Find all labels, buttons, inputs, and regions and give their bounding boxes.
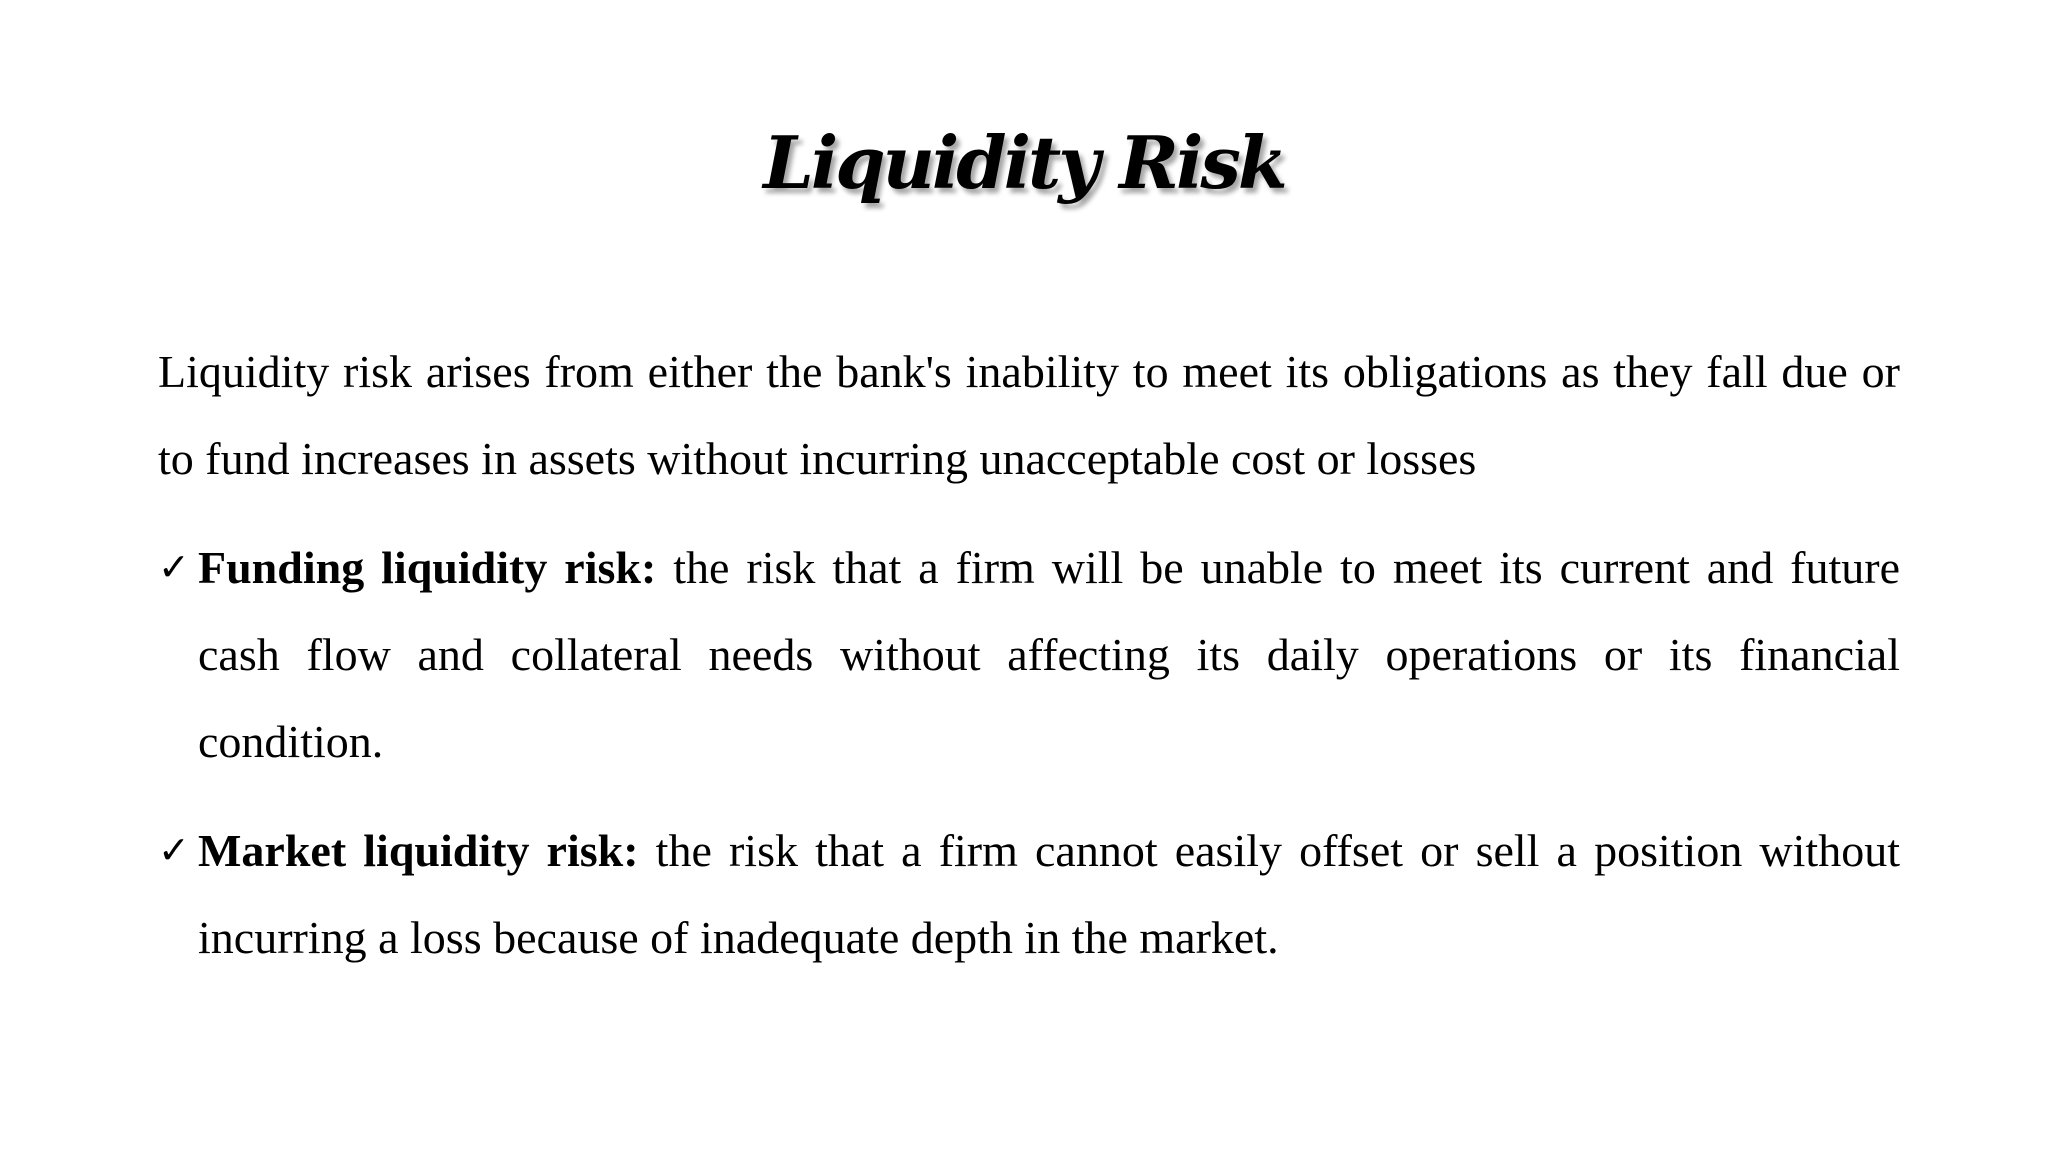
bullet-funding-liquidity [158, 524, 1900, 785]
intro-paragraph: Liquidity risk arises from either the bank's inability to meet its obligations as they fall due or to fund increases in assets without incurring unacceptable cost or losses [158, 346, 1900, 484]
bullet-term: Funding liquidity risk: [198, 542, 657, 593]
bullet-market-liquidity [158, 807, 1900, 981]
slide-title: Liquidity Risk [763, 120, 1285, 205]
check-icon: ✓ [158, 545, 190, 589]
bullet-text: the risk that a firm will be unable to meet its current and future cash flow and collateral needs without affecting its daily operations or its financial condition. [198, 542, 1900, 767]
slide-body [158, 328, 1900, 1003]
check-icon: ✓ [158, 828, 190, 872]
bullet-text: the risk that a firm cannot easily offset or sell a position without incurring a loss because of inadequate depth in the market. [198, 825, 1900, 963]
bullet-term: Market liquidity risk: [198, 825, 639, 876]
